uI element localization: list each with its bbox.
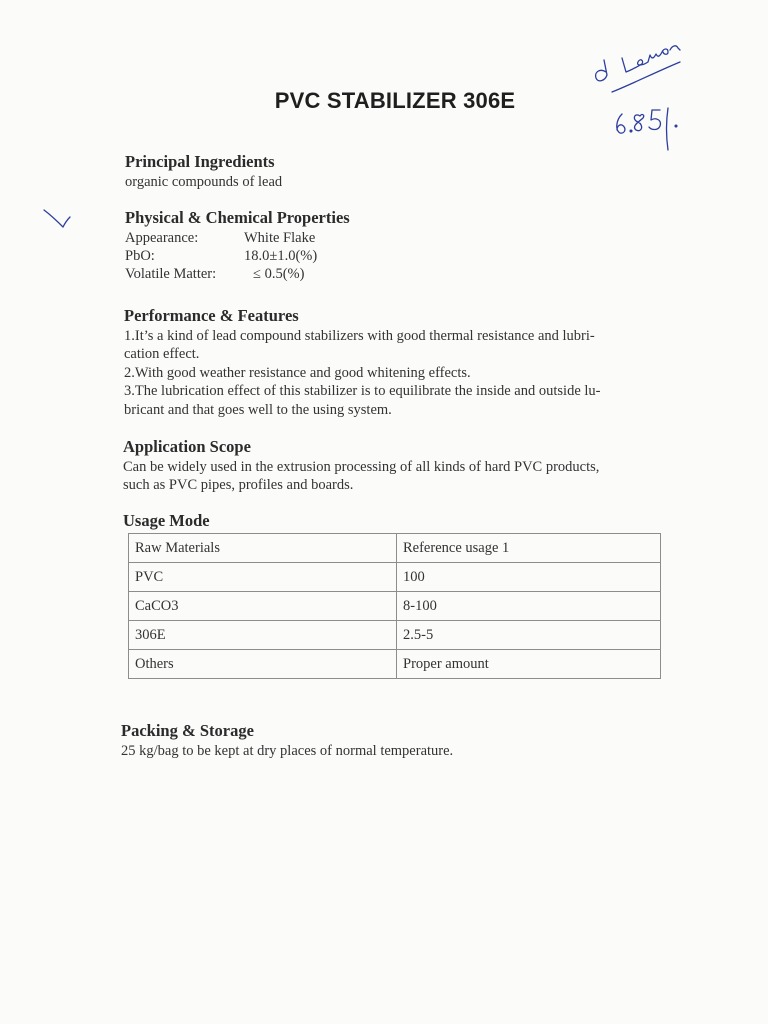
- table-cell: PVC: [129, 563, 397, 592]
- handwriting-eight-glyph: [634, 115, 643, 131]
- performance-heading: Performance & Features: [124, 306, 299, 325]
- handwriting-lemon-glyph: [622, 46, 680, 72]
- packing-text: 25 kg/bag to be kept at dry places of normal temperature.: [121, 743, 454, 759]
- document-title: PVC STABILIZER 306E: [274, 88, 516, 113]
- table-cell: CaCO3: [129, 592, 397, 621]
- table-cell: 100: [397, 563, 661, 592]
- performance-line: bricant and that goes well to the using system.: [124, 402, 392, 418]
- handwriting-five-glyph: [649, 110, 660, 130]
- principal-ingredients-text: organic compounds of lead: [125, 174, 283, 190]
- table-cell: 8-100: [397, 592, 661, 621]
- usage-heading: Usage Mode: [123, 511, 210, 530]
- table-cell: 2.5-5: [397, 621, 661, 650]
- application-line: Can be widely used in the extrusion processing of all kinds of hard PVC products,: [123, 459, 600, 475]
- handwriting-six-glyph: [617, 114, 625, 133]
- property-label: Volatile Matter:: [125, 266, 217, 282]
- application-line: such as PVC pipes, profiles and boards.: [123, 477, 354, 493]
- property-value: White Flake: [244, 230, 316, 246]
- property-label: PbO:: [125, 248, 155, 264]
- property-value: 18.0±1.0(%): [244, 248, 318, 264]
- performance-line: 3.The lubrication effect of this stabilizer is to equilibrate the inside and outside lu-: [124, 383, 601, 399]
- performance-line: 1.It’s a kind of lead compound stabilizers with good thermal resistance and lubri-: [124, 328, 595, 344]
- handwriting-bracket-line: [667, 108, 669, 150]
- table-cell: Reference usage 1: [397, 534, 661, 563]
- property-label: Appearance:: [125, 230, 199, 246]
- performance-line: 2.With good weather resistance and good whitening effects.: [124, 365, 471, 381]
- handwriting-d-glyph: [596, 60, 607, 81]
- packing-heading: Packing & Storage: [121, 721, 254, 740]
- application-heading: Application Scope: [123, 437, 251, 456]
- check-mark-icon: [44, 210, 70, 227]
- table-cell: Proper amount: [397, 650, 661, 679]
- table-cell: Raw Materials: [129, 534, 397, 563]
- property-value: ≤ 0.5(%): [253, 266, 305, 282]
- table-cell: 306E: [129, 621, 397, 650]
- principal-ingredients-heading: Principal Ingredients: [125, 152, 275, 171]
- performance-line: cation effect.: [124, 346, 200, 362]
- table-cell: Others: [129, 650, 397, 679]
- handwriting-underline: [612, 62, 680, 92]
- properties-heading: Physical & Chemical Properties: [125, 208, 350, 227]
